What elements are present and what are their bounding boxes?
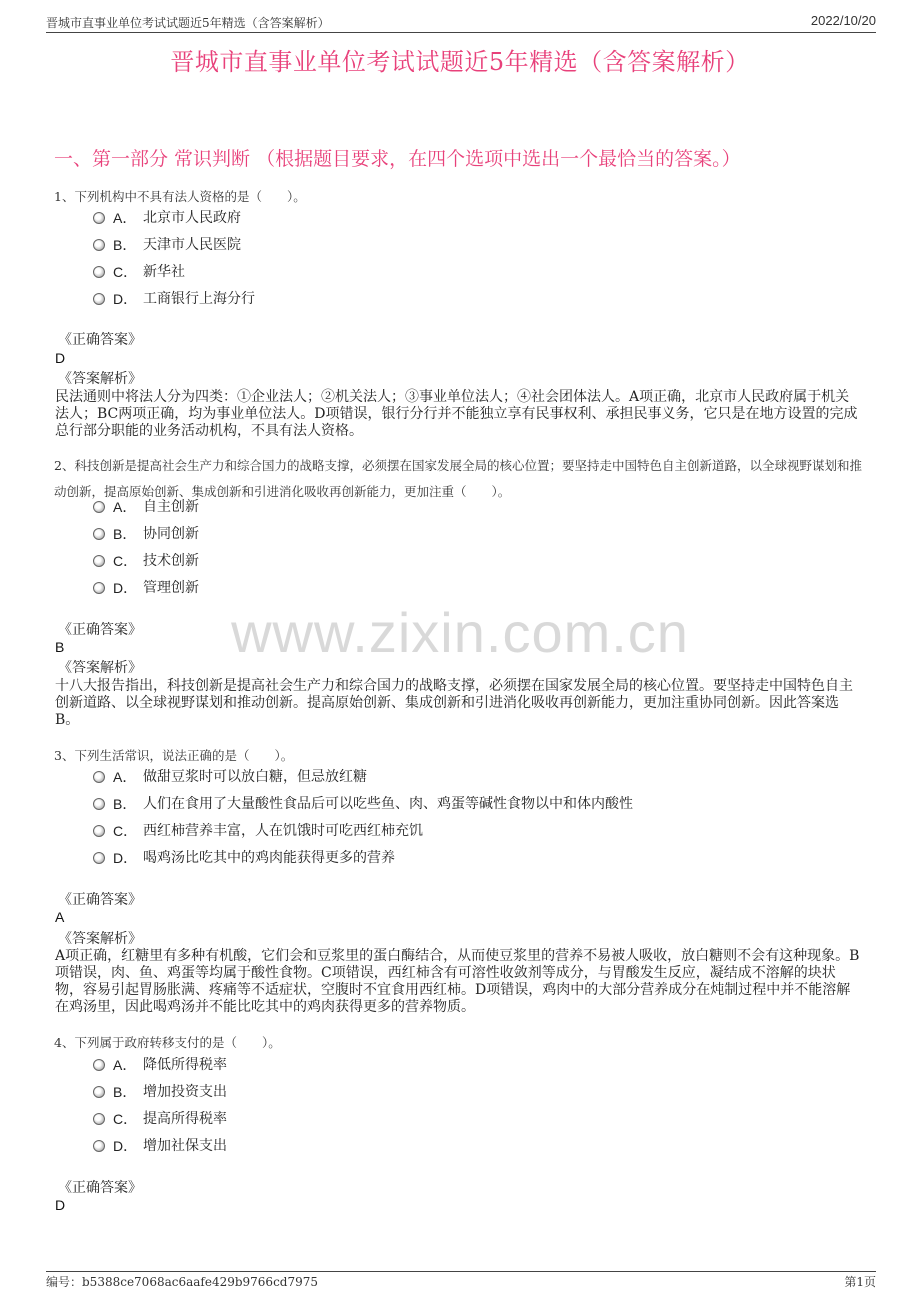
explanation-3: A项正确，红糖里有多种有机酸，它们会和豆浆里的蛋白酶结合，从而使豆浆里的营养不易被人吸收，放白糖则不会有这种现象。B项错误，肉、鱼、鸡蛋等均属于酸性食物。C项错误，西红柿含有可溶性收敛剂等成分，与胃酸发生反应，凝结成不溶解的块状物，容易引起胃肠胀满、疼痛等不适症状，空腹时不宜食用西红柿。D项错误，鸡肉中的大部分营养成分在炖制过程中并不能溶解在鸡汤里，因此喝鸡汤并不能比吃其中的鸡肉获得更多的营养物质。	[55, 948, 860, 1015]
section-heading: 一、第一部分 常识判断 （根据题目要求，在四个选项中选出一个最恰当的答案。）	[54, 148, 741, 170]
explanation-2: 十八大报告指出，科技创新是提高社会生产力和综合国力的战略支撑，必须摆在国家发展全局的核心位置。要坚持走中国特色自主创新道路、以全球视野谋划和推动创新。提高原始创新、集成创新和引进消化吸收再创新能力，更加注重协同创新。因此答案选B。	[55, 678, 853, 728]
answer-3: A	[55, 909, 65, 925]
radio-icon[interactable]	[93, 1086, 105, 1098]
explanation-label-2: 《答案解析》	[58, 660, 142, 676]
answer-2: B	[55, 639, 65, 655]
radio-icon[interactable]	[93, 501, 105, 513]
radio-icon[interactable]	[93, 212, 105, 224]
answer-label-2: 《正确答案》	[58, 622, 142, 638]
radio-icon[interactable]	[93, 852, 105, 864]
radio-icon[interactable]	[93, 293, 105, 305]
answer-4: D	[55, 1197, 66, 1213]
radio-icon[interactable]	[93, 555, 105, 567]
radio-icon[interactable]	[93, 1113, 105, 1125]
explanation-1: 民法通则中将法人分为四类：①企业法人；②机关法人；③事业单位法人；④社会团体法人。A项正确，北京市人民政府属于机关法人；BC两项正确，均为事业单位法人。D项错误，银行分行并不能独立享有民事权利、承担民事义务，它只是在地方设置的完成总行部分职能的业务活动机构，不具有法人资格。	[55, 389, 858, 439]
page-number: 第1页	[844, 1275, 876, 1289]
radio-icon[interactable]	[93, 1059, 105, 1071]
page-header	[46, 12, 876, 33]
header-title: 晋城市直事业单位考试试题近5年精选（含答案解析）	[46, 16, 330, 30]
explanation-label-3: 《答案解析》	[58, 931, 142, 947]
radio-icon[interactable]	[93, 825, 105, 837]
radio-icon[interactable]	[93, 528, 105, 540]
answer-label-3: 《正确答案》	[58, 892, 142, 908]
radio-icon[interactable]	[93, 582, 105, 594]
page-footer	[46, 1271, 876, 1292]
header-date: 2022/10/20	[810, 13, 876, 28]
explanation-label-1: 《答案解析》	[58, 371, 142, 387]
question-stem-1: 1、下列机构中不具有法人资格的是（ ）。	[54, 189, 306, 204]
document-title: 晋城市直事业单位考试试题近5年精选（含答案解析）	[170, 48, 750, 76]
radio-icon[interactable]	[93, 239, 105, 251]
question-stem-3: 3、下列生活常识，说法正确的是（ ）。	[54, 748, 294, 763]
answer-label-4: 《正确答案》	[58, 1180, 142, 1196]
footer-serial: 编号：b5388ce7068ac6aafe429b9766cd7975	[46, 1275, 319, 1289]
question-stem-4: 4、下列属于政府转移支付的是（ ）。	[54, 1035, 281, 1050]
watermark: www.zixin.com.cn	[231, 601, 689, 664]
radio-icon[interactable]	[93, 1140, 105, 1152]
question-stem-2: 2、科技创新是提高社会生产力和综合国力的战略支撑，必须摆在国家发展全局的核心位置；要坚持走中国特色自主创新道路，以全球视野谋划和推动创新，提高原始创新、集成创新和引进消化吸收再创新能力，更加注重（ ）。	[54, 458, 862, 499]
radio-icon[interactable]	[93, 771, 105, 783]
radio-icon[interactable]	[93, 798, 105, 810]
answer-label-1: 《正确答案》	[58, 332, 142, 348]
answer-1: D	[55, 350, 66, 366]
radio-icon[interactable]	[93, 266, 105, 278]
